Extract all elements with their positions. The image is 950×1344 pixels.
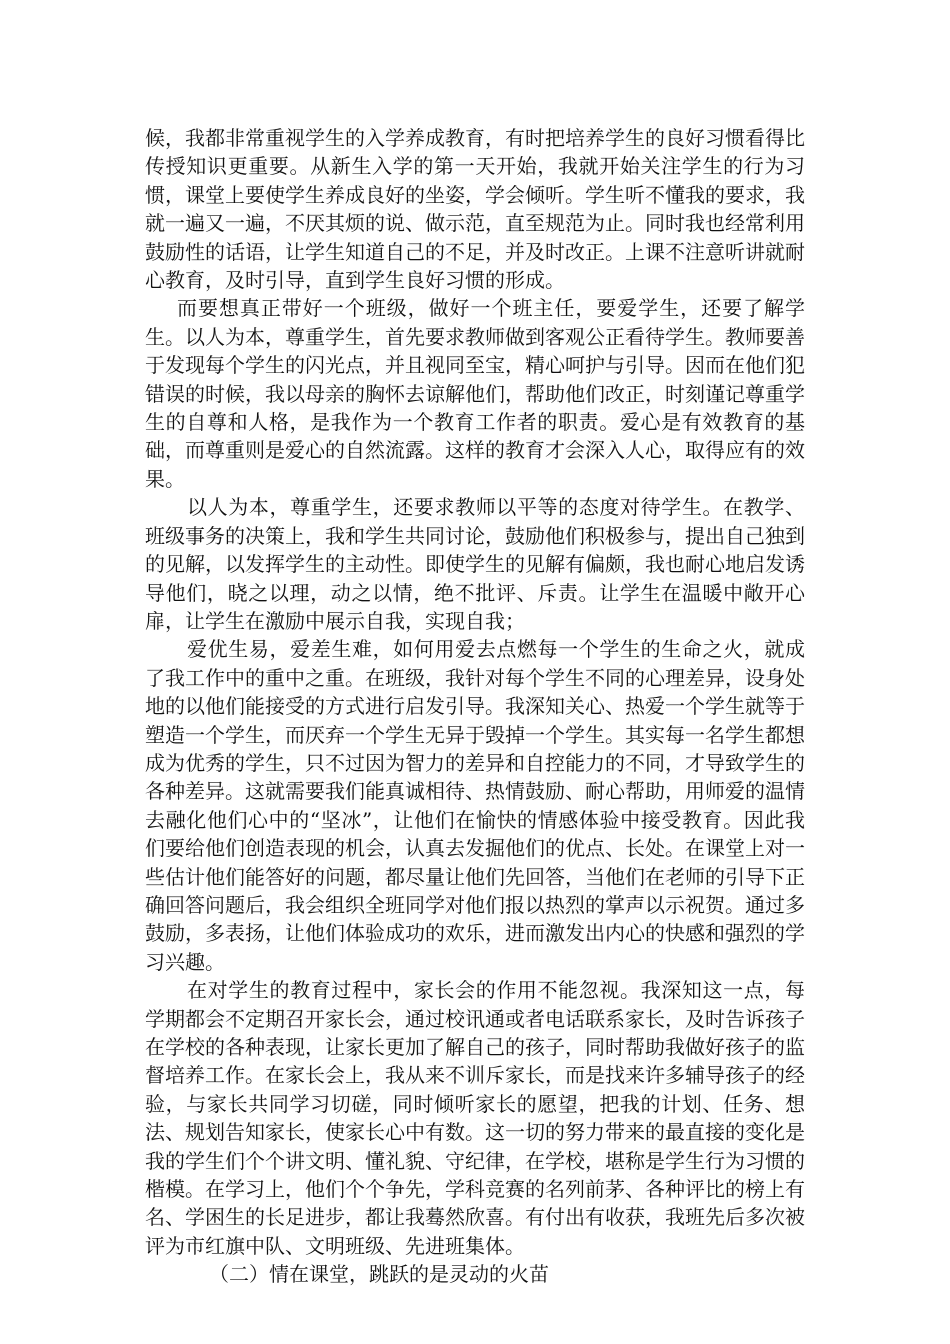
section-heading: （二）情在课堂，跳跃的是灵动的火苗 (209, 1262, 549, 1287)
paragraph-understand-students: 而要想真正带好一个班级，做好一个班主任，要爱学生，还要了解学生。以人为本，尊重学生，首先要求教师做到客观公正看待学生。教师要善于发现每个学生的闪光点，并且视同至宝，精心呵护与引导。因而在他们犯错误的时候，我以母亲的胸怀去谅解他们，帮助他们改正，时刻谨记尊重学生的自尊和人格，是我作为一个教育工作者的职责。爱心是有效教育的基础，而尊重则是爱心的自然流露。这样的教育才会深入人心，取得应有的效果。 (145, 296, 805, 491)
paragraph-love-every-student: 爱优生易，爱差生难，如何用爱去点燃每一个学生的生命之火，就成了我工作中的重中之重。在班级，我针对每个学生不同的心理差异，设身处地的以他们能接受的方式进行启发引导。我深知关心、热爱一个学生就等于塑造一个学生，而厌弃一个学生无异于毁掉一个学生。其实每一名学生都想成为优秀的学生，只不过因为智力的差异和自控能力的不同，才导致学生的各种差异。这就需要我们能真诚相待、热情鼓励、耐心帮助，用师爱的温情去融化他们心中的“坚冰”，让他们在愉快的情感体验中接受教育。因此我们要给他们创造表现的机会，认真去发掘他们的优点、长处。在课堂上对一些估计他们能答好的问题，都尽量让他们先回答，当他们在老师的引导下正确回答问题后，我会组织全班同学对他们报以热烈的掌声以示祝贺。通过多鼓励，多表扬，让他们体验成功的欢乐，进而激发出内心的快感和强烈的学习兴趣。 (145, 637, 805, 974)
document-page (145, 124, 805, 1289)
paragraph-equal-attitude: 以人为本，尊重学生，还要求教师以平等的态度对待学生。在教学、班级事务的决策上，我和学生共同讨论，鼓励他们积极参与，提出自己独到的见解，以发挥学生的主动性。即使学生的见解有偏颇，我也耐心地启发诱导他们，晓之以理，动之以情，绝不批评、斥责。让学生在温暖中敞开心扉，让学生在激励中展示自我，实现自我； (145, 495, 805, 633)
paragraph-parent-meetings: 在对学生的教育过程中，家长会的作用不能忽视。我深知这一点，每学期都会不定期召开家长会，通过校讯通或者电话联系家长，及时告诉孩子在学校的各种表现，让家长更加了解自己的孩子，同时帮助我做好孩子的监督培养工作。在家长会上，我从来不训斥家长，而是找来许多辅导孩子的经验，与家长共同学习切磋，同时倾听家长的愿望，把我的计划、任务、想法、规划告知家长，使家长心中有数。这一切的努力带来的最直接的变化是我的学生们个个讲文明、懂礼貌、守纪律，在学校，堪称是学生行为习惯的楷模。在学习上，他们个个争先，学科竞赛的名列前茅、各种评比的榜上有名、学困生的长足进步，都让我蓦然欣喜。有付出有收获，我班先后多次被评为市红旗中队、文明班级、先进班集体。 (145, 978, 805, 1258)
paragraph-habit-formation: 候，我都非常重视学生的入学养成教育，有时把培养学生的良好习惯看得比传授知识更重要。从新生入学的第一天开始，我就开始关注学生的行为习惯，课堂上要使学生养成良好的坐姿，学会倾听。学生听不懂我的要求，我就一遍又一遍，不厌其烦的说、做示范，直至规范为止。同时我也经常利用鼓励性的话语，让学生知道自己的不足，并及时改正。上课不注意听讲就耐心教育，及时引导，直到学生良好习惯的形成。 (145, 126, 805, 293)
